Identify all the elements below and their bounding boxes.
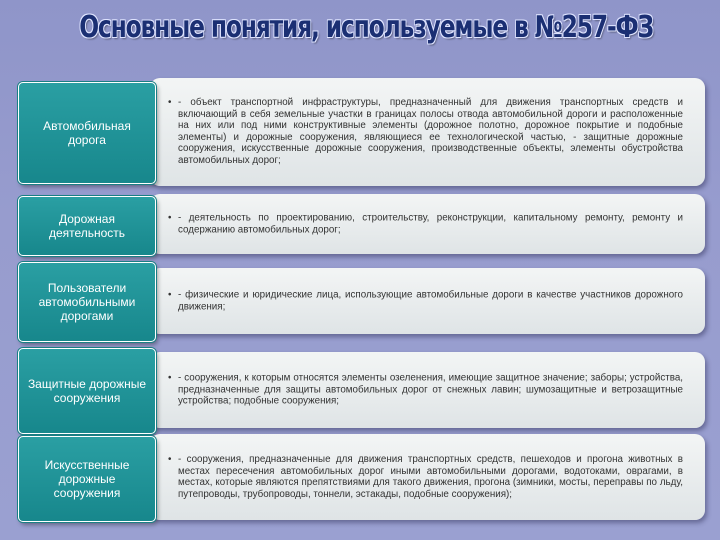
term-box-road-users bbox=[18, 262, 156, 342]
definition-panel-road-activity bbox=[150, 194, 705, 254]
term-box-road bbox=[18, 82, 156, 184]
term-label: Искусственные дорожные сооружения bbox=[44, 458, 130, 500]
term-box-protective-structures bbox=[18, 348, 156, 434]
definition-panel-artificial-structures bbox=[150, 434, 705, 520]
definition-panel-road-users bbox=[150, 268, 705, 334]
definition-text: • - деятельность по проектированию, строительству, реконструкции, капитальному ремонту, ремонту и содержанию автомобильных дорог; bbox=[168, 212, 683, 235]
definition-text: • - объект транспортной инфраструктуры, предназначенный для движения транспортных средств и включающий в себя земельные участки в границах полосы отвода автомобильной дороги и расположенные на них или под ними конструктивные элементы (дорожное полотно, дорожное покрытие и подобные элементы) и дорожные сооружения, являющиеся ее технологической частью, - защитные дорожные сооружения, искусственные дорожные сооружения, производственные объекты, элементы обустройства автомобильных дорог; bbox=[168, 97, 683, 167]
definition-panel-road bbox=[150, 78, 705, 186]
definition-text: • - сооружения, предназначенные для движения транспортных средств, пешеходов и прогона животных в местах пересечения автомобильных дорог иными автомобильными дорогами, водотоками, оврагами, в местах, которые являются препятствиями для такого движения, прогона (зимники, мосты, переправы по льду, путепроводы, трубопроводы, тоннели, эстакады, подобные сооружения); bbox=[168, 454, 683, 500]
term-box-artificial-structures bbox=[18, 436, 156, 522]
term-label: Пользователи автомобильными дорогами bbox=[38, 281, 136, 323]
term-label: Защитные дорожные сооружения bbox=[27, 377, 147, 405]
term-label: Дорожная деятельность bbox=[48, 212, 126, 240]
definition-panel-protective-structures bbox=[150, 352, 705, 428]
definition-text: • - физические и юридические лица, использующие автомобильные дороги в качестве участников дорожного движения; bbox=[168, 289, 683, 312]
definition-text: • - сооружения, к которым относятся элементы озеленения, имеющие защитное значение; заборы; устройства, предназначенные для защиты автомобильных дорог от снежных лавин; шумозащитные и ветрозащитные устройства; подобные сооружения; bbox=[168, 373, 683, 408]
term-label: Автомобильная дорога bbox=[43, 119, 131, 147]
page-title: Основные понятия, используемые в №257-ФЗ bbox=[79, 10, 653, 45]
term-box-road-activity bbox=[18, 196, 156, 256]
